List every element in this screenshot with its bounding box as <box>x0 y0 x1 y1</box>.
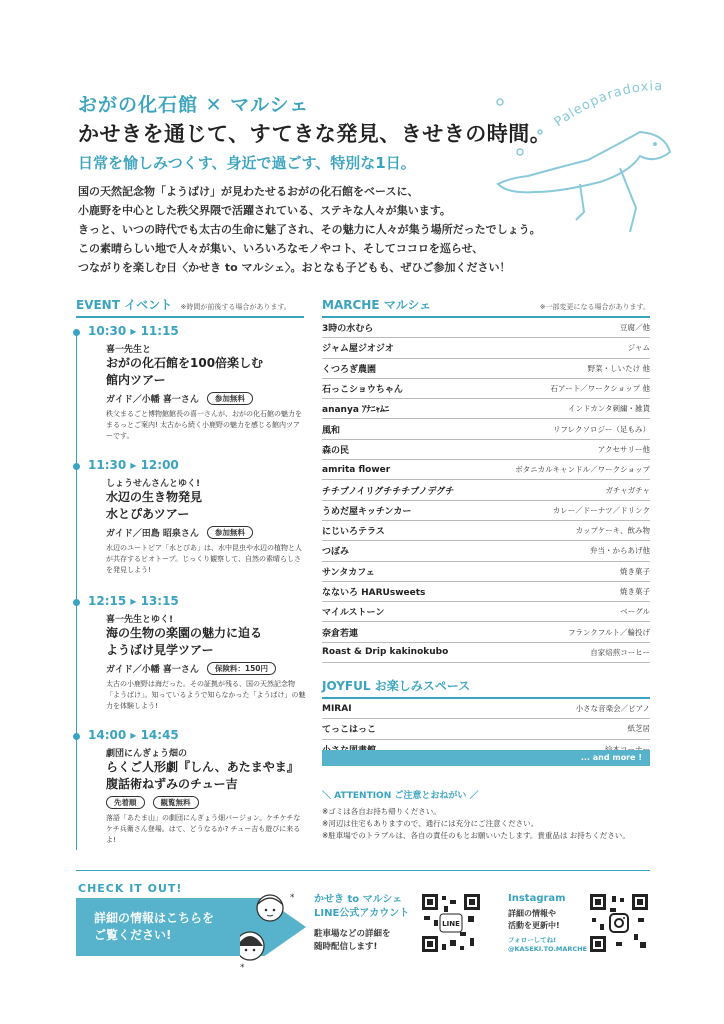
instagram-desc: 詳細の情報や 活動を更新中! <box>508 909 560 930</box>
vendor-item: ジャム <box>627 343 650 353</box>
svg-text:Paleoparadoxia <box>552 79 664 130</box>
vendor-row <box>322 460 650 480</box>
vendor-row <box>322 521 650 541</box>
vendor-name: 風和 <box>322 425 341 436</box>
vendor-name: チチブノイリグチチチブノデグチ <box>322 486 455 497</box>
vendor-name: MIRAI <box>322 703 352 714</box>
vendor-row <box>322 582 650 602</box>
vendor-name: 森の民 <box>322 445 350 456</box>
vendor-item: 紙芝居 <box>627 724 650 734</box>
event-host: 劇団にんぎょう畑の <box>106 749 188 759</box>
vendor-row <box>322 359 650 379</box>
vendor-name: くつろぎ農園 <box>322 364 377 375</box>
event-host: しょうせんさんとゆく! <box>106 479 201 489</box>
vendor-name: amrita flower <box>322 464 391 475</box>
kids-illustration <box>240 890 306 970</box>
headline: かせきを通じて、すてきな発見、きせきの時間。 <box>78 122 552 146</box>
event-time: 10:30 ▸ 11:15 <box>88 324 179 338</box>
event-item <box>76 324 306 442</box>
event-host: 喜一先生とゆく! <box>106 615 174 625</box>
event-description: 太古の小鹿野は海だった。その証拠が残る、国の天然記念物「ようばけ」。知っているようで知らなかった「ようばけ」の魅力を体験しよう! <box>106 680 306 710</box>
svg-text:*: * <box>240 963 245 970</box>
line-qr-code[interactable] <box>420 892 482 954</box>
price-badge: 参加無料 <box>207 526 253 539</box>
vendor-row <box>322 419 650 439</box>
vendor-item: ボタニカルキャンドル／ワークショップ <box>515 465 650 475</box>
info-banner-text: 詳細の情報はこちらを ご覧ください! <box>94 911 215 942</box>
event-guide: ガイド／小幡 喜一さん <box>106 665 199 675</box>
vendor-item: 小さな音楽会／ピアノ <box>575 704 650 714</box>
timeline-dot <box>73 733 80 740</box>
vendor-row <box>322 338 650 358</box>
vendor-item: 焼き菓子 <box>620 587 650 596</box>
vendor-item: 弁当・からあげ他 <box>590 546 650 556</box>
attention-title: ＼ ATTENTION ご注意とおねがい ／ <box>322 791 479 801</box>
vendor-row <box>322 643 650 663</box>
event-guide: ガイド／田島 昭泉さん <box>106 529 199 539</box>
vendor-row <box>322 399 650 419</box>
vendor-name: ジャム屋ジオジオ <box>322 344 394 355</box>
vendor-item: カレー／ドーナツ／ドリンク <box>552 505 650 515</box>
vendor-name: ananya ｱﾅﾆｬﾑﾆ <box>322 405 390 416</box>
check-it-out: CHECK IT OUT! <box>78 882 183 895</box>
vendor-row <box>322 501 650 521</box>
vendor-row <box>322 699 650 719</box>
vendor-row <box>322 541 650 561</box>
marche-section <box>322 296 650 760</box>
vendor-name: なないろ HARUsweets <box>322 588 426 598</box>
vendor-name: Roast & Drip kakinokubo <box>322 647 449 658</box>
vendor-row <box>322 622 650 642</box>
event-item <box>76 458 306 576</box>
vendor-name: 石っこショウちゃん <box>322 385 403 396</box>
event-title: おがの化石館を100倍楽しむ 館内ツアー <box>106 356 264 387</box>
vendor-name: にじいろテラス <box>322 527 385 538</box>
vendor-row <box>322 379 650 399</box>
vendor-row <box>322 562 650 582</box>
dinosaur-illustration <box>480 72 690 282</box>
vendor-row <box>322 602 650 622</box>
vendor-item: 石アート／ワークショップ 他 <box>550 384 650 394</box>
event-description: 秩父まるごと博物館館長の喜一さんが、おがの化石館の魅力をまるっとご案内! 太古から続く小鹿野の魅力を感じる館内ツアーです。 <box>106 410 302 440</box>
and-more-bar: ... and more ! <box>322 750 650 766</box>
event-title: 海の生物の楽園の魅力に迫る ようばけ見学ツアー <box>106 626 263 657</box>
vendor-item: 焼き菓子 <box>620 566 650 576</box>
event-time: 14:00 ▸ 14:45 <box>88 728 179 742</box>
tagline: 日常を愉しみつくす、身近で過ごす、特別な1日。 <box>78 154 416 172</box>
instagram-heading: Instagram <box>508 893 566 904</box>
vendor-item: 豆腐／他 <box>620 323 650 333</box>
vendor-item: インドカンタ刺繍・雑貨 <box>568 404 650 414</box>
vendor-name: マイルストーン <box>322 608 385 619</box>
vendor-item: 野菜・しいたけ 他 <box>587 363 650 373</box>
intro-text: 国の天然記念物「ようばけ」が見わたせるおがの化石館をベースに、 小鹿野を中心とした秩父界隈で活躍されている、ステキな人々が集います。 きっと、いつの時代でも太古の生命に魅了され、その魅力に人々が集う場所だったでしょう。 この素晴らしい地で人々が集い、いろいろなモノやコト、そしてココロを巡らせ、 つながりを楽しむ日〈かせき to マルシェ〉。おとなも子どもも、ぜひご参加ください！ <box>78 185 541 274</box>
vendor-item: リフレクソロジー（足もみ） <box>552 424 650 434</box>
vendor-name: 奈倉若連 <box>322 628 359 639</box>
timeline-dot <box>73 329 80 336</box>
vendor-row <box>322 719 650 739</box>
vendor-name: サンタカフェ <box>322 567 375 578</box>
vendor-item: ベーグル <box>620 607 650 617</box>
instagram-follow: フォローしてね! @KASEKI.TO.MARCHE <box>508 936 588 953</box>
vendor-item: フランクフルト／輪投げ <box>567 627 650 637</box>
vendor-item: カップケーキ、飲み物 <box>575 526 650 536</box>
vendor-name: うめだ屋キッチンカー <box>322 506 412 517</box>
event-title: らくご人形劇『しん、あたまやま』 腹話術ねずみのチュー吉 <box>106 760 299 791</box>
order-badge: 先着順 <box>106 796 145 809</box>
vendor-name: つぼみ <box>322 547 350 558</box>
timeline-dot <box>73 599 80 606</box>
price-badge: 観覧無料 <box>153 796 199 809</box>
event-time: 11:30 ▸ 12:00 <box>88 458 179 472</box>
event-item <box>76 728 306 846</box>
event-subtitle: おがの化石館 ✕ マルシェ <box>78 94 310 116</box>
vendor-row <box>322 440 650 460</box>
event-description: 落語「あたま山」の劇団にんぎょう畑バージョン。ケチケチなケチ兵衛さん登場。はて、どうなるか? チュー吉も遊びに来るよ! <box>106 814 301 844</box>
price-badge: 参加無料 <box>207 392 253 405</box>
svg-text:LINE: LINE <box>442 920 460 928</box>
event-heading: EVENT イベント ※時間が前後する場合があります。 <box>76 296 304 318</box>
dino-label: Paleoparadoxia <box>551 79 664 131</box>
event-description: 水辺のユートピア「水とぴあ」は、水中昆虫や水辺の植物と人が共存するビオトープ。じっくり観察して、自然の素晴らしさを発見しよう! <box>106 544 302 574</box>
attention-list: ※ゴミは各自お持ち帰りください。 ※河辺は住宅もありますので、通行には充分にご注意ください。 ※駐車場でのトラブルは、各自の責任のもとお願いいたします。貴重品は お持ちください。 <box>322 807 630 840</box>
marche-list <box>322 318 650 663</box>
vendor-item: 自家焙煎コーヒー <box>590 647 650 657</box>
vendor-name: 3時の水むら <box>322 324 374 335</box>
vendor-row <box>322 480 650 500</box>
marche-heading: MARCHE マルシェ ※一部変更になる場合があります。 <box>322 296 650 318</box>
event-time: 12:15 ▸ 13:15 <box>88 594 179 608</box>
vendor-item: アクセサリー他 <box>597 444 650 454</box>
instagram-qr-code[interactable] <box>588 892 650 954</box>
price-badge: 保険料：150円 <box>207 662 276 675</box>
event-title: 水辺の生き物発見 水とぴあツアー <box>106 490 203 521</box>
event-guide: ガイド／小幡 喜一さん <box>106 395 199 405</box>
vendor-name: てっこはっこ <box>322 725 377 736</box>
footer-divider <box>76 870 650 871</box>
svg-text:*: * <box>290 893 295 903</box>
vendor-item: ガチャガチャ <box>605 485 650 495</box>
event-item <box>76 594 306 712</box>
timeline-dot <box>73 463 80 470</box>
event-host: 喜一先生と <box>106 345 152 355</box>
joyful-heading: JOYFUL お楽しみスペース <box>322 677 650 699</box>
line-account-heading: かせき to マルシェ LINE公式アカウント <box>314 894 410 919</box>
line-account-desc: 駐車場などの詳細を 随時配信します! <box>314 929 391 952</box>
vendor-row <box>322 318 650 338</box>
